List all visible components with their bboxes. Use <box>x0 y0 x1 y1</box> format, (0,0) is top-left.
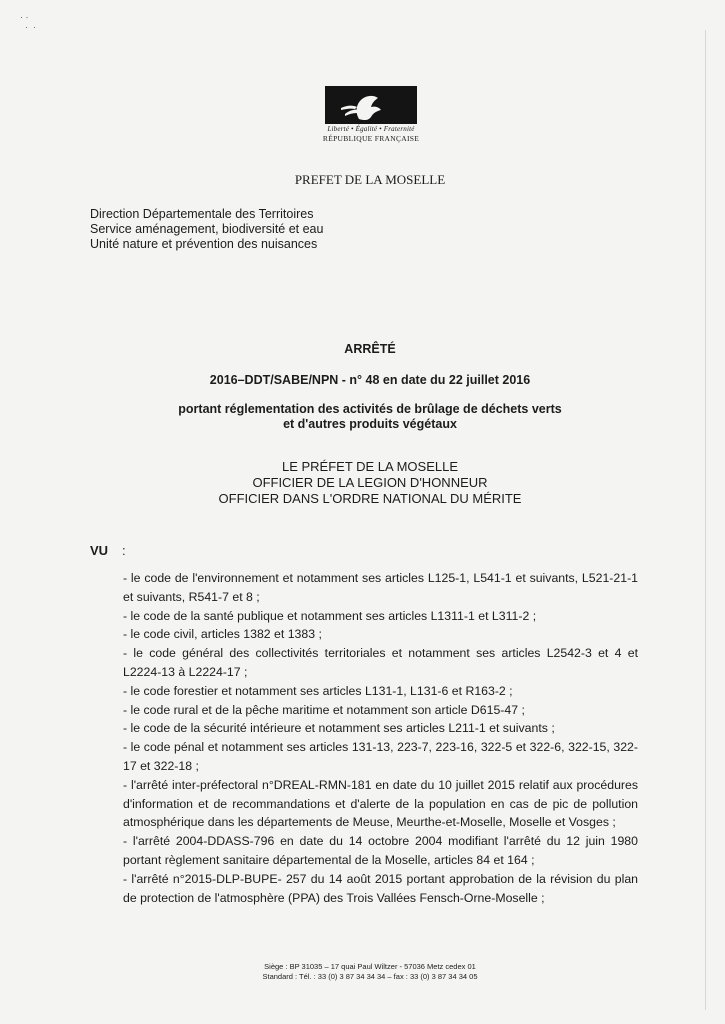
prefet-title-line: OFFICIER DE LA LEGION D'HONNEUR <box>252 475 488 490</box>
vu-item: - le code général des collectivités territoriales et notamment ses articles L2542-3 et 4 et L2224-13 à L2224-17 ; <box>123 646 638 679</box>
footer-address: Siège : BP 31035 – 17 quai Paul Wiltzer - 57036 Metz cedex 01 <box>264 962 476 971</box>
vu-list <box>123 569 638 907</box>
vu-item: - le code de l'environnement et notamment ses articles L125-1, L541-1 et suivants, L521-21-1 et suivants, R541-7 et 8 ; <box>123 571 638 604</box>
vu-item: - le code de la sécurité intérieure et notamment ses articles L211-1 et suivants ; <box>123 721 555 736</box>
vu-item: - l'arrêté n°2015-DLP-BUPE- 257 du 14 août 2015 portant approbation de la révision du plan de protection de l'atmosphère (PPA) des Trois Vallées Fensch-Orne-Moselle ; <box>123 871 638 905</box>
service-line: Service aménagement, biodiversité et eau <box>90 222 324 236</box>
scan-specks: · · · · <box>20 12 36 32</box>
footer <box>200 962 540 982</box>
vu-item: - le code de la santé publique et notamment ses articles L1311-1 et L311-2 ; <box>123 608 537 623</box>
vu-item: - le code forestier et notamment ses articles L131-1, L131-6 et R163-2 ; <box>123 683 513 698</box>
department-line: Direction Départementale des Territoires <box>90 207 314 221</box>
republic-name: RÉPUBLIQUE FRANÇAISE <box>322 134 420 143</box>
prefet-titles <box>140 459 600 507</box>
prefet-title-line: LE PRÉFET DE LA MOSELLE <box>281 459 459 474</box>
prefet-title-line: OFFICIER DANS L'ORDRE NATIONAL DU MÉRITE <box>218 491 522 506</box>
scan-edge-line <box>705 30 706 1010</box>
prefecture-heading: PREFET DE LA MOSELLE <box>294 172 446 187</box>
vu-label: VU <box>90 543 109 558</box>
unit-line: Unité nature et prévention des nuisances <box>90 237 318 251</box>
motto: Liberté • Égalité • Fraternité <box>327 125 415 133</box>
subject-line-1: portant réglementation des activités de brûlage de déchets verts <box>178 402 562 416</box>
decree-number: 2016–DDT/SABE/NPN - n° 48 en date du 22 juillet 2016 <box>209 373 531 387</box>
decree-subject <box>140 402 600 432</box>
vu-item: - l'arrêté 2004-DDASS-796 en date du 14 octobre 2004 modifiant l'arrêté du 12 juin 1980 portant règlement sanitaire départemental de la Moselle, articles 84 et 164 ; <box>123 834 638 867</box>
footer-phone: Standard : Tél. : 33 (0) 3 87 34 34 34 – fax : 33 (0) 3 87 34 34 05 <box>262 972 478 981</box>
republic-logo <box>306 86 436 143</box>
vu-item: - l'arrêté inter-préfectoral n°DREAL-RMN-181 en date du 10 juillet 2015 relatif aux procédures d'information et de recommandations et d'alerte de la population en cas de pic de pollution atmosphérique dans les départements de Meuse, Meurthe-et-Moselle, Moselle et Vosges ; <box>123 777 638 830</box>
vu-item: - le code pénal et notamment ses articles 131-13, 223-7, 223-16, 322-5 et 322-6, 322-15, 322-17 et 322-18 ; <box>123 740 638 773</box>
vu-colon: : <box>122 543 126 558</box>
subject-line-2: et d'autres produits végétaux <box>283 417 457 431</box>
marianne-logo-icon <box>325 86 417 124</box>
vu-item: - le code rural et de la pêche maritime et notamment son article D615-47 ; <box>123 702 525 717</box>
decree-title: ARRÊTÉ <box>344 342 396 356</box>
vu-item: - le code civil, articles 1382 et 1383 ; <box>123 627 322 642</box>
department-block <box>90 207 323 252</box>
